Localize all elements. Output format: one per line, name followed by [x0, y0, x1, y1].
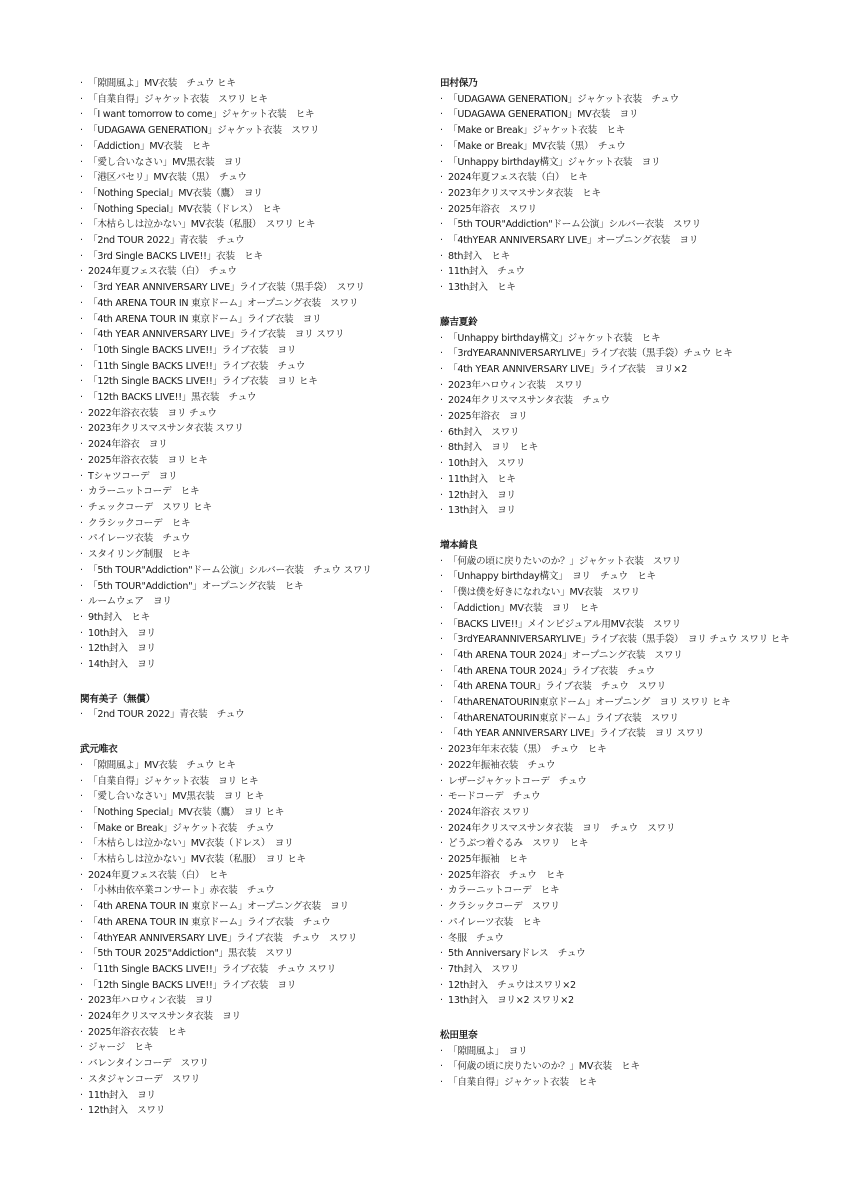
costume-list-item: · 2025年浴衣衣装 ヒキ — [80, 1025, 430, 1041]
costume-list-item: · 2023年クリスマスサンタ衣装 スワリ — [80, 421, 430, 437]
section-gap — [440, 519, 800, 538]
costume-list-item: · 11th封入 チュウ — [440, 264, 800, 280]
costume-list-item: · 「11th Single BACKS LIVE!!」ライブ衣装 チュウ — [80, 359, 430, 375]
costume-list-item: · レザージャケットコーデ チュウ — [440, 774, 800, 790]
costume-list-item: · 10th封入 ヨリ — [80, 626, 430, 642]
costume-list-item: · 11th封入 ヒキ — [440, 472, 800, 488]
costume-list-item: · ルームウェア ヨリ — [80, 594, 430, 610]
costume-list-item: · 「小林由依卒業コンサート」赤衣装 チュウ — [80, 883, 430, 899]
costume-list-item: · 「木枯らしは泣かない」MV衣装（ドレス） ヨリ — [80, 836, 430, 852]
costume-list-item: · 「4th ARENA TOUR IN 東京ドーム」ライブ衣装 ヨリ — [80, 312, 430, 328]
costume-list-item: · 12th封入 ヨリ — [80, 641, 430, 657]
costume-list-item: · 2025年振袖 ヒキ — [440, 852, 800, 868]
section-gap — [80, 723, 430, 742]
costume-list-item: · 「BACKS LIVE!!」メインビジュアル用MV衣装 スワリ — [440, 617, 800, 633]
costume-list-item: · 「港区パセリ」MV衣装（黒） チュウ — [80, 170, 430, 186]
costume-list-item: · 「自業自得」ジャケット衣装 ヒキ — [440, 1075, 800, 1091]
costume-list-item: · 「3rdYEARANNIVERSARYLIVE」ライブ衣装（黒手袋）チュウ ヒキ — [440, 346, 800, 362]
costume-list-item: · 「4th ARENA TOUR IN 東京ドーム」オープニング衣装 スワリ — [80, 296, 430, 312]
costume-list-item: · 6th封入 スワリ — [440, 425, 800, 441]
costume-list-item: · 「Nothing Special」MV衣装（鷹） ヨリ — [80, 186, 430, 202]
costume-list-item: · 2024年夏フェス衣装（白） ヒキ — [80, 868, 430, 884]
costume-list-item: · 「Unhappy birthday構文」ジャケット衣装 ヒキ — [440, 331, 800, 347]
member-name-heading: 田村保乃 — [440, 78, 478, 89]
costume-list-item: · 2024年浴衣 ヨリ — [80, 437, 430, 453]
costume-list-item: · 2024年クリスマスサンタ衣装 チュウ — [440, 393, 800, 409]
member-section — [440, 538, 800, 1009]
costume-list-item: · 8th封入 ヨリ ヒキ — [440, 440, 800, 456]
costume-list-item: · 2023年クリスマスサンタ衣装 ヒキ — [440, 186, 800, 202]
costume-list-item: · 9th封入 ヒキ — [80, 610, 430, 626]
costume-list-item: · 11th封入 ヨリ — [80, 1088, 430, 1104]
costume-list-item: · 2025年浴衣衣装 ヨリ ヒキ — [80, 453, 430, 469]
member-name-heading: 武元唯衣 — [80, 744, 118, 756]
costume-list-item: · 「4th ARENA TOUR IN 東京ドーム」オープニング衣装 ヨリ — [80, 899, 430, 915]
costume-list-item: · 2022年振袖衣装 チュウ — [440, 758, 800, 774]
costume-list-item: · 「10th Single BACKS LIVE!!」ライブ衣装 ヨリ — [80, 343, 430, 359]
costume-list — [80, 707, 430, 723]
costume-list-item: · 冬服 チュウ — [440, 931, 800, 947]
costume-list-item: · 「4th ARENA TOUR」ライブ衣装 チュウ スワリ — [440, 679, 800, 695]
costume-list-item: · 「木枯らしは泣かない」MV衣装（私服） スワリ ヒキ — [80, 217, 430, 233]
costume-list — [440, 1044, 800, 1091]
costume-list-item: · 2024年クリスマスサンタ衣装 ヨリ チュウ スワリ — [440, 821, 800, 837]
costume-list-item: · 2024年クリスマスサンタ衣装 ヨリ — [80, 1009, 430, 1025]
costume-list-item: · 「隙間風よ」 ヨリ — [440, 1044, 800, 1060]
costume-list-item: · クラシックコーデ スワリ — [440, 899, 800, 915]
section-gap — [440, 1009, 800, 1028]
costume-list-item: · 「2nd TOUR 2022」青衣装 チュウ — [80, 233, 430, 249]
member-section — [440, 76, 800, 296]
costume-list-item: · 「3rd Single BACKS LIVE!!」衣装 ヒキ — [80, 249, 430, 265]
costume-list-item: · 2023年ハロウィン衣装 スワリ — [440, 378, 800, 394]
costume-list-item: · 2023年年末衣装（黒） チュウ ヒキ — [440, 742, 800, 758]
costume-list-item: · 「4th YEAR ANNIVERSARY LIVE」ライブ衣装 ヨリ×2 — [440, 362, 800, 378]
costume-list-item: · 「12th Single BACKS LIVE!!」ライブ衣装 ヨリ — [80, 978, 430, 994]
costume-list-item: · 「5th TOUR 2025"Addiction"」黒衣装 スワリ — [80, 946, 430, 962]
costume-list-item: · カラーニットコーデ ヒキ — [440, 883, 800, 899]
costume-list-item: · 「4thYEAR ANNIVERSARY LIVE」ライブ衣装 チュウ スワリ — [80, 931, 430, 947]
costume-list-item: · 「隙間風よ」MV衣装 チュウ ヒキ — [80, 76, 430, 92]
costume-list-item: · 「4thARENATOURIN東京ドーム」オープニング ヨリ スワリ ヒキ — [440, 695, 800, 711]
costume-list-item: · 7th封入 スワリ — [440, 962, 800, 978]
costume-list-item: · 「4th ARENA TOUR 2024」ライブ衣装 チュウ — [440, 664, 800, 680]
costume-list-item: · モードコーデ チュウ — [440, 789, 800, 805]
section-gap — [80, 673, 430, 692]
costume-list-item: · 「3rd YEAR ANNIVERSARY LIVE」ライブ衣装（黒手袋） スワリ — [80, 280, 430, 296]
costume-list — [440, 331, 800, 519]
costume-list-item: · 13th封入 ヨリ — [440, 503, 800, 519]
costume-list-item: · 「4th ARENA TOUR 2024」オープニング衣装 スワリ — [440, 648, 800, 664]
costume-list-item: · 2024年夏フェス衣装（白） チュウ — [80, 264, 430, 280]
costume-list-item: · 「5th TOUR"Addiction"」オープニング衣装 ヒキ — [80, 579, 430, 595]
member-name-heading: 藤吉夏鈴 — [440, 316, 478, 328]
member-section — [440, 1028, 800, 1091]
member-name-heading: 松田里奈 — [440, 1030, 478, 1042]
costume-list-item: · 「Addiction」MV衣装 ヒキ — [80, 139, 430, 155]
costume-list-item: · 「I want tomorrow to come」ジャケット衣装 ヒキ — [80, 107, 430, 123]
costume-list-item: · 「11th Single BACKS LIVE!!」ライブ衣装 チュウ スワリ — [80, 962, 430, 978]
costume-list-item: · パイレーツ衣装 チュウ — [80, 531, 430, 547]
costume-list-item: · スタジャンコーデ スワリ — [80, 1072, 430, 1088]
costume-list-item: · ジャージ ヒキ — [80, 1040, 430, 1056]
costume-list-item: · 「Unhappy birthday構文」ジャケット衣装 ヨリ — [440, 155, 800, 171]
costume-list-item: · 2024年夏フェス衣装（白） ヒキ — [440, 170, 800, 186]
costume-list-item: · 12th封入 チュウはスワリ×2 — [440, 978, 800, 994]
costume-list-item: · 「Make or Break」ジャケット衣装 チュウ — [80, 821, 430, 837]
costume-list-item: · 5th Anniversaryドレス チュウ — [440, 946, 800, 962]
costume-list-item: · パイレーツ衣装 ヒキ — [440, 915, 800, 931]
member-section — [80, 692, 430, 723]
costume-list-item: · 「Nothing Special」MV衣装（鷹） ヨリ ヒキ — [80, 805, 430, 821]
costume-list-item: · 8th封入 ヒキ — [440, 249, 800, 265]
costume-list-item: · スタイリング制服 ヒキ — [80, 547, 430, 563]
costume-list — [80, 76, 430, 673]
costume-list-item: · 「2nd TOUR 2022」青衣装 チュウ — [80, 707, 430, 723]
costume-list — [440, 92, 800, 296]
costume-list-item: · 「自業自得」ジャケット衣装 スワリ ヒキ — [80, 92, 430, 108]
costume-list-item: · 「愛し合いなさい」MV黒衣装 ヨリ — [80, 155, 430, 171]
costume-list-item: · 「何歳の頃に戻りたいのか？」ジャケット衣装 スワリ — [440, 554, 800, 570]
member-name-heading: 関有美子（無償） — [80, 693, 156, 705]
left-column — [80, 76, 430, 1119]
member-name-heading: 増本綺良 — [440, 539, 478, 551]
costume-list-item: · 「Addiction」MV衣装 ヨリ ヒキ — [440, 601, 800, 617]
costume-list-item: · 「Nothing Special」MV衣装（ドレス） ヒキ — [80, 202, 430, 218]
costume-list-item: · 「12th BACKS LIVE!!」黒衣装 チュウ — [80, 390, 430, 406]
costume-list-item: · 「隙間風よ」MV衣装 チュウ ヒキ — [80, 758, 430, 774]
costume-list-item: · カラーニットコーデ ヒキ — [80, 484, 430, 500]
costume-list-item: · 12th封入 スワリ — [80, 1103, 430, 1119]
costume-list-item: · 「12th Single BACKS LIVE!!」ライブ衣装 ヨリ ヒキ — [80, 374, 430, 390]
costume-list-item: · 「UDAGAWA GENERATION」ジャケット衣装 チュウ — [440, 92, 800, 108]
costume-list-item: · 「4thYEAR ANNIVERSARY LIVE」オープニング衣装 ヨリ — [440, 233, 800, 249]
costume-list-item: · 「4th YEAR ANNIVERSARY LIVE」ライブ衣装 ヨリ スワリ — [80, 327, 430, 343]
section-gap — [440, 296, 800, 315]
costume-list-item: · 「UDAGAWA GENERATION」ジャケット衣装 スワリ — [80, 123, 430, 139]
costume-list-item: · 「5th TOUR"Addiction"ドーム公演」シルバー衣装 チュウ スワリ — [80, 563, 430, 579]
costume-list-item: · 「自業自得」ジャケット衣装 ヨリ ヒキ — [80, 774, 430, 790]
costume-list-item: · 13th封入 ヨリ×2 スワリ×2 — [440, 993, 800, 1009]
costume-list-item: · 「3rdYEARANNIVERSARYLIVE」ライブ衣装（黒手袋） ヨリ チュウ スワリ ヒキ — [440, 632, 803, 648]
costume-list-item: · 「4th ARENA TOUR IN 東京ドーム」ライブ衣装 チュウ — [80, 915, 430, 931]
member-section — [80, 76, 430, 673]
costume-list-item: · チェックコーデ スワリ ヒキ — [80, 500, 430, 516]
costume-list-item: · 10th封入 スワリ — [440, 456, 800, 472]
costume-list-item: · 「UDAGAWA GENERATION」MV衣装 ヨリ — [440, 107, 800, 123]
costume-list — [80, 758, 430, 1119]
costume-list-item: · 「木枯らしは泣かない」MV衣装（私服） ヨリ ヒキ — [80, 852, 430, 868]
costume-list-item: · 「Make or Break」MV衣装（黒） チュウ — [440, 139, 800, 155]
costume-list-item: · 14th封入 ヨリ — [80, 657, 430, 673]
costume-list-item: · 「愛し合いなさい」MV黒衣装 ヨリ ヒキ — [80, 789, 430, 805]
costume-list-item: · 「4th YEAR ANNIVERSARY LIVE」ライブ衣装 ヨリ スワリ — [440, 726, 800, 742]
costume-list-item: · 2022年浴衣衣装 ヨリ チュウ — [80, 406, 430, 422]
costume-list-item: · 「4thARENATOURIN東京ドーム」ライブ衣装 スワリ — [440, 711, 800, 727]
costume-list-item: · 2023年ハロウィン衣装 ヨリ — [80, 993, 430, 1009]
costume-list-item: · バレンタインコーデ スワリ — [80, 1056, 430, 1072]
costume-list-item: · Tシャツコーデ ヨリ — [80, 469, 430, 485]
costume-list-item: · 2025年浴衣 チュウ ヒキ — [440, 868, 800, 884]
member-section — [440, 315, 800, 519]
costume-list-item: · どうぶつ着ぐるみ スワリ ヒキ — [440, 836, 800, 852]
costume-list-item: · 「Make or Break」ジャケット衣装 ヒキ — [440, 123, 800, 139]
costume-list-item: · クラシックコーデ ヒキ — [80, 516, 430, 532]
member-section — [80, 742, 430, 1119]
right-column — [440, 76, 800, 1091]
costume-list-item: · 13th封入 ヒキ — [440, 280, 800, 296]
costume-list-item: · 「僕は僕を好きになれない」MV衣装 スワリ — [440, 585, 800, 601]
costume-list — [440, 554, 800, 1009]
costume-list-item: · 12th封入 ヨリ — [440, 488, 800, 504]
costume-list-item: · 「何歳の頃に戻りたいのか？」MV衣装 ヒキ — [440, 1059, 800, 1075]
costume-list-item: · 「5th TOUR"Addiction"ドーム公演」シルバー衣装 スワリ — [440, 217, 800, 233]
costume-list-item: · 「Unhappy birthday構文」 ヨリ チュウ ヒキ — [440, 569, 800, 585]
costume-list-item: · 2025年浴衣 スワリ — [440, 202, 800, 218]
costume-list-item: · 2024年浴衣 スワリ — [440, 805, 800, 821]
costume-list-item: · 2025年浴衣 ヨリ — [440, 409, 800, 425]
